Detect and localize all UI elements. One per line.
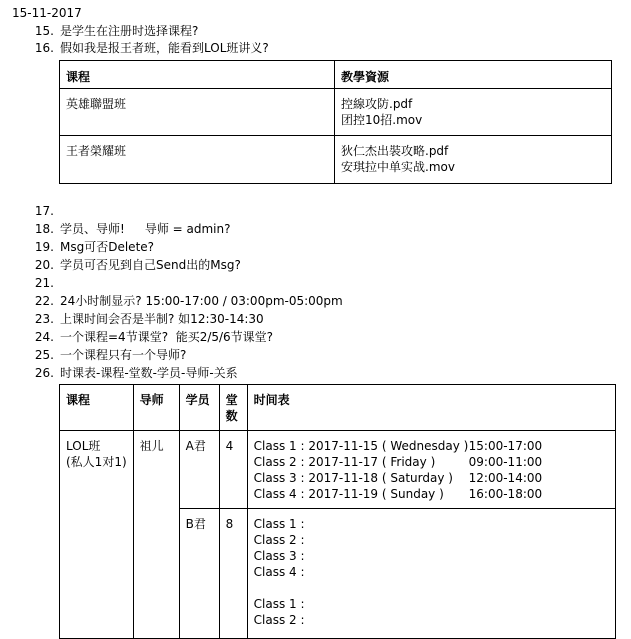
document-date: 15-11-2017: [12, 6, 82, 20]
course-cell: LOL班 (私人1对1): [60, 431, 134, 639]
list-item: 15. 是学生在注册时选择课程?: [34, 24, 199, 38]
table-header: 堂 数: [219, 385, 247, 431]
course-resources-table: [59, 60, 612, 184]
schedule-cell: [247, 509, 615, 639]
list-item: 23. 上课时间会否是半制? 如12:30-14:30: [34, 312, 264, 326]
class-line: Class 3 :: [253, 549, 305, 563]
list-item: 26. 时课表-课程-堂数-学员-导师-关系: [34, 366, 238, 380]
list-item: 20. 学员可否见到自己Send出的Msg?: [34, 258, 241, 272]
class-line: Class 2 :: [253, 613, 305, 627]
table-header: 课程: [60, 385, 134, 431]
list-item: 18. 学员、导师! 导师 = admin?: [34, 222, 231, 236]
timetable-table: [59, 384, 616, 639]
class-line: Class 1 : 2017-11-15 ( Wednesday )15:00-17:00: [253, 439, 543, 453]
list-item: 19. Msg可否Delete?: [34, 240, 155, 254]
table-header: 学员: [179, 385, 219, 431]
list-item: 24. 一个课程=4节课堂? 能买2/5/6节课堂?: [34, 330, 274, 344]
list-item: 17.: [34, 204, 54, 218]
list-item: 16. 假如我是报王者班，能看到LOL班讲义?: [34, 41, 269, 55]
student-cell: A君: [179, 431, 219, 509]
table-row: [60, 136, 612, 184]
class-line: Class 3 : 2017-11-18 ( Saturday ) 12:00-14:00: [253, 471, 543, 485]
tutor-cell: 祖儿: [133, 431, 179, 639]
list-item: 25. 一个课程只有一个导师?: [34, 348, 187, 362]
table-row: [60, 89, 612, 136]
course-cell: 王者榮耀班: [60, 136, 335, 184]
count-cell: 4: [219, 431, 247, 509]
resources-cell: [335, 89, 612, 136]
resource-file: 狄仁杰出裝攻略.pdf: [341, 144, 449, 158]
student-cell: B君: [179, 509, 219, 639]
list-item: 21.: [34, 276, 54, 290]
class-line: [254, 580, 609, 596]
class-line: Class 1 :: [253, 597, 305, 611]
resource-file: 团控10招.mov: [341, 113, 423, 127]
schedule-cell: [247, 431, 615, 509]
resource-file: 安琪拉中单实战.mov: [341, 160, 455, 174]
table-header: 教學資源: [335, 61, 612, 89]
class-line: Class 2 :: [253, 533, 305, 547]
class-line: Class 4 : 2017-11-19 ( Sunday ) 16:00-18:00: [253, 487, 543, 501]
class-line: Class 4 :: [253, 565, 305, 579]
class-line: Class 1 :: [253, 517, 305, 531]
course-cell: 英雄聯盟班: [60, 89, 335, 136]
table-header: 时间表: [247, 385, 615, 431]
table-header: 课程: [60, 61, 335, 89]
class-line: Class 2 : 2017-11-17 ( Friday ) 09:00-11:00: [253, 455, 543, 469]
resource-file: 控線攻防.pdf: [341, 97, 413, 111]
resources-cell: [335, 136, 612, 184]
table-header: 导师: [133, 385, 179, 431]
count-cell: 8: [219, 509, 247, 639]
table-row: [60, 431, 616, 509]
list-item: 22. 24小时制显示? 15:00-17:00 / 03:00pm-05:00pm: [34, 294, 343, 308]
